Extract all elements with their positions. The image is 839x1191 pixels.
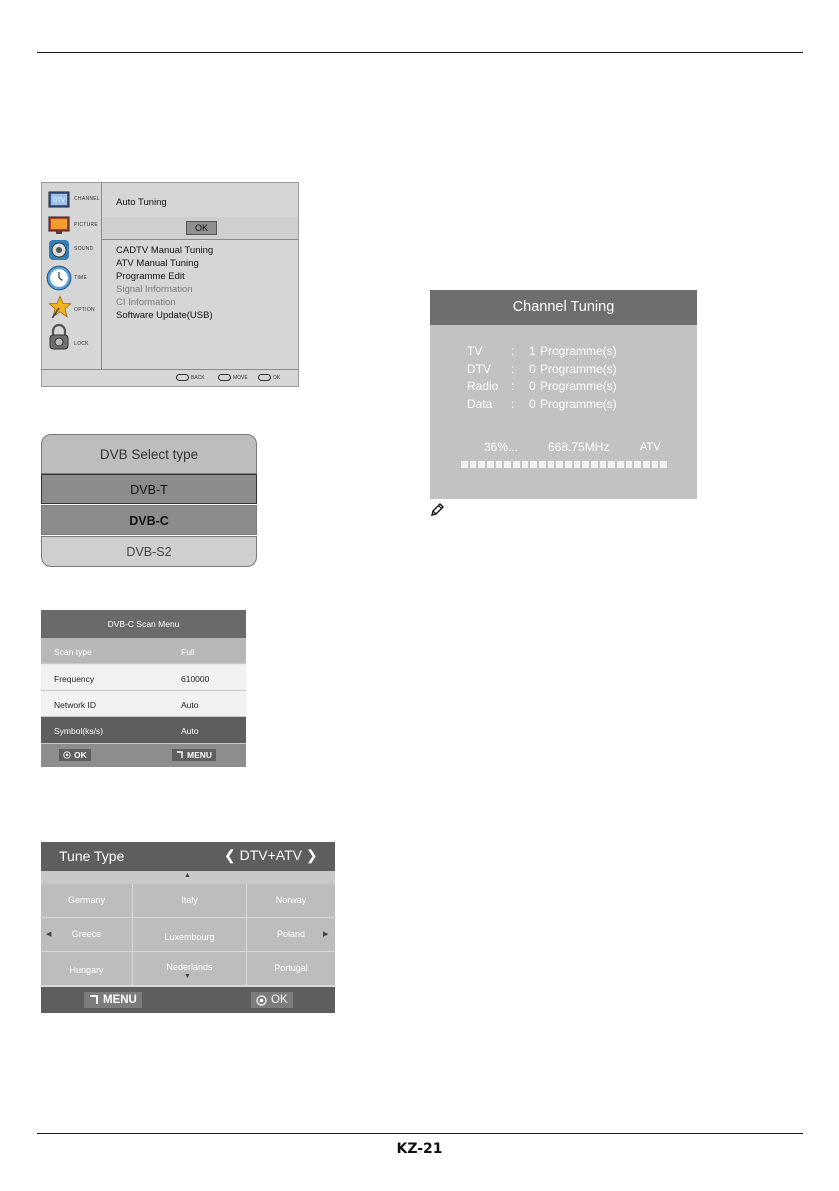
scan-row[interactable] <box>41 638 246 664</box>
count-colon: : <box>511 379 515 393</box>
count-label: Data <box>467 397 493 411</box>
tuning-progress-bar <box>461 461 667 468</box>
scan-row-value: Auto <box>181 700 199 710</box>
sound-icon <box>48 239 70 261</box>
return-arrow-icon <box>89 995 99 1005</box>
menu-label: MENU <box>187 750 213 760</box>
count-value: 1 <box>529 344 536 358</box>
count-colon: : <box>511 362 515 376</box>
channel-tuning-dialog <box>430 290 697 499</box>
tune-type-value-label: DTV+ATV <box>239 847 302 863</box>
tune-type-title: Tune Type <box>59 848 125 864</box>
dvb-select-dialog <box>41 434 257 567</box>
country-item[interactable]: Hungary <box>41 952 132 985</box>
tune-type-header <box>41 842 335 871</box>
scan-row-value: Auto <box>181 726 199 736</box>
sidebar-label: LOCK <box>74 341 89 347</box>
country-item[interactable]: Nederlands <box>133 952 246 985</box>
tune-type-menu <box>41 842 335 1013</box>
sidebar-label: OPTION <box>74 307 95 313</box>
back-hint <box>176 374 205 381</box>
channel-tuning-title: Channel Tuning <box>430 290 697 325</box>
count-unit: Programme(s) <box>540 344 617 358</box>
menu-option[interactable]: Programme Edit <box>116 271 185 282</box>
scan-row-value: 610000 <box>181 674 210 684</box>
country-item[interactable]: Norway <box>247 884 335 917</box>
ok-button[interactable] <box>251 992 293 1008</box>
lock-icon <box>48 323 70 351</box>
scan-row-label: Symbol(ks/s) <box>54 726 104 736</box>
dvb-option[interactable]: DVB-T <box>41 474 257 504</box>
up-arrow-icon[interactable]: ▲ <box>184 872 191 879</box>
menu-option[interactable]: Software Update(USB) <box>116 310 213 321</box>
sidebar-label: TIME <box>74 275 88 281</box>
sidebar-item-lock[interactable] <box>44 329 100 357</box>
dvb-select-title: DVB Select type <box>41 434 257 474</box>
count-value: 0 <box>529 362 536 376</box>
count-label: DTV <box>467 362 491 376</box>
dvbc-scan-menu <box>41 610 246 767</box>
menu-option[interactable]: ATV Manual Tuning <box>116 258 199 269</box>
scan-row-value: Full <box>181 647 195 657</box>
menu-button[interactable] <box>172 749 216 761</box>
back-hint-label: BACK <box>191 374 205 381</box>
tuning-mode: ATV <box>640 441 661 453</box>
ok-circle-icon <box>256 995 267 1006</box>
count-colon: : <box>511 344 515 358</box>
tuning-frequency: 668.75MHz <box>548 440 610 454</box>
down-arrow-icon[interactable]: ▼ <box>184 973 191 980</box>
scan-row-label: Network ID <box>54 700 97 710</box>
tune-type-value[interactable]: ❮ DTV+ATV ❯ <box>224 847 318 863</box>
left-arrow-icon[interactable]: ◀ <box>46 931 52 938</box>
count-value: 0 <box>529 379 536 393</box>
country-item[interactable]: Greece <box>41 918 132 951</box>
ok-label: OK <box>271 994 288 1006</box>
count-colon: : <box>511 397 515 411</box>
move-hint-label: MOVE <box>233 374 248 381</box>
country-item[interactable]: Poland <box>247 918 335 951</box>
return-arrow-icon <box>176 751 184 759</box>
sidebar-item-sound[interactable] <box>44 239 100 267</box>
sidebar-item-channel[interactable] <box>44 189 100 217</box>
count-value: 0 <box>529 397 536 411</box>
country-item[interactable]: Luxembourg <box>133 918 246 951</box>
ok-label: OK <box>74 750 87 760</box>
clock-icon <box>46 265 72 291</box>
scan-row[interactable] <box>41 691 246 717</box>
count-unit: Programme(s) <box>540 379 617 393</box>
count-label: Radio <box>467 379 499 393</box>
ok-button[interactable] <box>59 749 91 761</box>
hint-divider <box>42 369 298 370</box>
country-item[interactable]: Italy <box>133 884 246 917</box>
menu-button[interactable] <box>84 992 142 1008</box>
count-unit: Programme(s) <box>540 397 617 411</box>
dvb-option[interactable]: DVB-C <box>41 505 257 535</box>
scan-row-label: Frequency <box>54 674 95 684</box>
count-row-radio <box>467 379 617 393</box>
scan-row[interactable] <box>41 665 246 691</box>
count-row-dtv <box>467 362 617 376</box>
count-label: TV <box>467 344 483 358</box>
scan-menu-title: DVB-C Scan Menu <box>41 610 246 638</box>
page-number: KZ-21 <box>396 1141 443 1157</box>
ok-button[interactable]: OK <box>186 221 217 235</box>
right-arrow-icon[interactable]: ▶ <box>323 931 329 938</box>
star-icon <box>48 295 72 319</box>
sidebar-label: SOUND <box>74 246 94 252</box>
ok-hint <box>258 374 280 381</box>
count-row-data <box>467 397 617 411</box>
progress-percent: 36%... <box>484 440 519 454</box>
sidebar-label: CHANNEL <box>74 196 100 202</box>
auto-tuning-title[interactable]: Auto Tuning <box>116 197 167 208</box>
ok-hint-label: OK <box>273 374 281 381</box>
count-row-tv <box>467 344 617 358</box>
menu-sidebar <box>42 183 102 369</box>
scan-row-label: Scan type <box>54 647 92 657</box>
move-hint <box>218 374 248 381</box>
menu-label: MENU <box>103 994 137 1006</box>
picture-icon <box>48 215 70 237</box>
sidebar-item-option[interactable] <box>44 295 100 323</box>
count-unit: Programme(s) <box>540 362 617 376</box>
menu-option-disabled: CI Information <box>116 297 176 308</box>
sidebar-label: PICTURE <box>74 222 99 228</box>
dpad-icon <box>218 374 231 381</box>
ok-circle-icon <box>63 751 71 759</box>
ok-key-icon <box>258 374 271 381</box>
header-rule <box>37 52 803 53</box>
menu-option[interactable]: CADTV Manual Tuning <box>116 245 214 256</box>
svg-text:DTV: DTV <box>53 198 65 204</box>
menu-option-disabled: Signal Information <box>116 284 193 295</box>
dvb-option[interactable]: DVB-S2 <box>41 536 257 567</box>
menu-key-icon <box>176 374 189 381</box>
scan-row[interactable] <box>41 717 246 744</box>
channel-icon <box>48 189 70 211</box>
footer-rule <box>37 1133 803 1134</box>
country-item[interactable]: Portugal <box>247 952 335 985</box>
country-item[interactable]: Germany <box>41 884 132 917</box>
sidebar-item-time[interactable] <box>44 265 100 293</box>
channel-menu-screenshot <box>41 182 299 387</box>
divider <box>102 239 298 240</box>
note-pencil-icon <box>429 502 445 518</box>
